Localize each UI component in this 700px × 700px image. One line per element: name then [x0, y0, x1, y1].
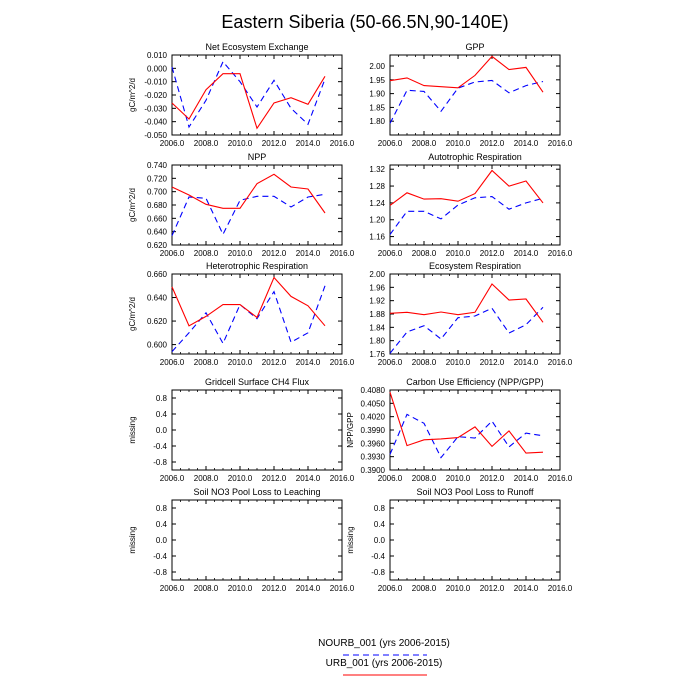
y-tick-label: 1.92 [369, 296, 385, 306]
panel-title: NPP [247, 152, 267, 162]
y-tick-label: -0.010 [144, 77, 167, 87]
y-tick-label: 0.8 [373, 504, 385, 513]
x-tick-label: 2008.0 [193, 358, 219, 367]
x-tick-label: 2008.0 [193, 139, 219, 148]
panel-2 [369, 42, 572, 148]
x-tick-label: 2016.0 [329, 358, 355, 367]
panel-3 [128, 152, 355, 258]
panel-grid [128, 42, 573, 593]
x-tick-label: 2010.0 [445, 474, 471, 483]
panel-5 [128, 261, 355, 367]
x-tick-label: 2012.0 [261, 358, 287, 367]
y-tick-label: 0.660 [146, 214, 167, 224]
series-line-nourb [390, 307, 543, 353]
x-tick-label: 2014.0 [295, 139, 321, 148]
y-axis-label: missing [128, 526, 137, 554]
y-tick-label: 0.0 [155, 426, 167, 435]
y-tick-label: 1.24 [369, 198, 385, 208]
x-tick-label: 2010.0 [227, 474, 253, 483]
x-tick-label: 2008.0 [411, 249, 437, 258]
panel-title: GPP [465, 42, 485, 52]
y-tick-label: 0.4 [373, 520, 385, 529]
series-line-urb [390, 171, 543, 206]
x-tick-label: 2008.0 [193, 584, 219, 593]
plot-frame [390, 55, 560, 135]
y-tick-label: 1.20 [369, 215, 385, 225]
y-tick-label: 2.00 [369, 270, 385, 279]
x-tick-label: 2012.0 [479, 474, 505, 483]
x-tick-label: 2014.0 [295, 358, 321, 367]
x-tick-label: 2010.0 [227, 584, 253, 593]
x-tick-label: 2006.0 [159, 139, 185, 148]
y-tick-label: 0.4 [155, 520, 167, 529]
y-tick-label: 0.010 [146, 51, 167, 60]
series-line-urb [172, 174, 325, 213]
x-tick-label: 2012.0 [479, 584, 505, 593]
x-tick-label: 2010.0 [445, 249, 471, 258]
panel-title: Soil NO3 Pool Loss to Leaching [193, 487, 321, 497]
panel-title: Heterotrophic Respiration [205, 261, 309, 271]
plot-frame [390, 500, 560, 580]
x-tick-label: 2014.0 [295, 249, 321, 258]
y-axis-label: gC/m^2/d [128, 188, 137, 222]
y-tick-label: 1.80 [369, 336, 385, 346]
panel-title: Ecosystem Respiration [428, 261, 522, 271]
y-tick-label: -0.4 [153, 552, 167, 561]
x-tick-label: 2010.0 [445, 358, 471, 367]
plot-frame [390, 390, 560, 470]
x-tick-label: 2016.0 [547, 139, 573, 148]
y-tick-label: -0.020 [144, 91, 167, 100]
x-tick-label: 2014.0 [295, 474, 321, 483]
x-tick-label: 2012.0 [261, 584, 287, 593]
panel-title: Net Ecosystem Exchange [205, 42, 309, 52]
plot-frame [172, 390, 342, 470]
x-tick-label: 2006.0 [159, 358, 185, 367]
x-tick-label: 2014.0 [513, 139, 539, 148]
plot-frame [172, 165, 342, 245]
x-tick-label: 2014.0 [513, 584, 539, 593]
y-tick-label: 0.720 [146, 174, 167, 184]
panel-1 [128, 42, 355, 148]
y-tick-label: 1.28 [369, 182, 385, 192]
panel-6 [369, 261, 572, 367]
y-tick-label: 1.76 [369, 350, 385, 359]
y-tick-label: 0.000 [146, 64, 167, 74]
x-tick-label: 2006.0 [159, 584, 185, 593]
x-tick-label: 2010.0 [227, 358, 253, 367]
x-tick-label: 2012.0 [261, 474, 287, 483]
x-tick-label: 2016.0 [329, 474, 355, 483]
x-tick-label: 2008.0 [193, 249, 219, 258]
x-tick-label: 2014.0 [295, 584, 321, 593]
panel-4 [369, 152, 572, 258]
y-tick-label: 0.4050 [360, 399, 385, 409]
x-tick-label: 2006.0 [377, 474, 403, 483]
y-tick-label: 0.3960 [360, 439, 385, 449]
panel-title: Gridcell Surface CH4 Flux [204, 377, 310, 387]
x-tick-label: 2010.0 [227, 139, 253, 148]
legend-label-nourb: NOURB_001 (yrs 2006-2015) [318, 638, 450, 649]
x-tick-label: 2006.0 [377, 139, 403, 148]
y-tick-label: -0.030 [144, 104, 167, 114]
y-tick-label: 0.700 [146, 187, 167, 197]
series-line-urb [172, 278, 325, 326]
y-tick-label: 0.680 [146, 201, 167, 210]
y-tick-label: 1.32 [369, 165, 385, 175]
y-tick-label: 0.640 [146, 227, 167, 237]
y-axis-label: missing [128, 416, 137, 444]
x-tick-label: 2008.0 [411, 474, 437, 483]
y-tick-label: 0.3900 [360, 466, 385, 475]
x-tick-label: 2006.0 [159, 249, 185, 258]
x-tick-label: 2012.0 [479, 139, 505, 148]
y-tick-label: 0.620 [146, 317, 167, 327]
y-tick-label: 0.8 [155, 504, 167, 513]
series-line-urb [172, 74, 325, 129]
x-tick-label: 2014.0 [513, 474, 539, 483]
x-tick-label: 2012.0 [479, 249, 505, 258]
panel-7 [128, 377, 355, 483]
y-tick-label: 0.4 [155, 410, 167, 419]
x-tick-label: 2014.0 [513, 249, 539, 258]
y-tick-label: -0.040 [144, 117, 167, 127]
y-tick-label: 1.84 [369, 323, 385, 333]
x-tick-label: 2016.0 [329, 249, 355, 258]
plot-frame [390, 165, 560, 245]
x-tick-label: 2016.0 [547, 474, 573, 483]
x-tick-label: 2008.0 [411, 139, 437, 148]
y-tick-label: 1.16 [369, 232, 385, 242]
y-tick-label: 0.0 [373, 536, 385, 545]
y-tick-label: 0.600 [146, 340, 167, 350]
series-line-nourb [390, 414, 543, 457]
y-tick-label: 0.3930 [360, 452, 385, 462]
y-tick-label: 0.4020 [360, 412, 385, 422]
x-tick-label: 2010.0 [227, 249, 253, 258]
y-tick-label: 0.620 [146, 241, 167, 250]
x-tick-label: 2006.0 [377, 249, 403, 258]
x-tick-label: 2016.0 [329, 139, 355, 148]
x-tick-label: 2016.0 [329, 584, 355, 593]
x-tick-label: 2016.0 [547, 358, 573, 367]
y-tick-label: 1.80 [369, 117, 385, 127]
x-tick-label: 2006.0 [159, 474, 185, 483]
y-axis-label: NPP/GPP [346, 412, 355, 448]
y-axis-label: missing [346, 526, 355, 554]
series-line-nourb [390, 197, 543, 235]
y-tick-label: 1.85 [369, 103, 385, 113]
panel-10 [346, 487, 573, 593]
y-tick-label: 1.96 [369, 283, 385, 293]
y-tick-label: -0.8 [371, 568, 385, 577]
legend [318, 638, 450, 675]
series-line-nourb [172, 194, 325, 235]
x-tick-label: 2014.0 [513, 358, 539, 367]
panel-8 [346, 377, 573, 483]
x-tick-label: 2008.0 [411, 358, 437, 367]
y-tick-label: 2.00 [369, 62, 385, 72]
y-tick-label: 0.660 [146, 270, 167, 279]
series-line-urb [390, 392, 543, 453]
y-tick-label: 1.90 [369, 89, 385, 99]
y-tick-label: -0.8 [153, 568, 167, 577]
plot-frame [172, 55, 342, 135]
y-tick-label: 0.3990 [360, 426, 385, 435]
x-tick-label: 2016.0 [547, 584, 573, 593]
x-tick-label: 2008.0 [411, 584, 437, 593]
x-tick-label: 2012.0 [479, 358, 505, 367]
y-axis-label: gC/m^2/d [128, 78, 137, 112]
x-tick-label: 2006.0 [377, 584, 403, 593]
y-tick-label: -0.4 [153, 442, 167, 451]
y-tick-label: 0.8 [155, 394, 167, 403]
y-axis-label: gC/m^2/d [128, 297, 137, 331]
panel-title: Autotrophic Respiration [428, 152, 522, 162]
y-tick-label: -0.050 [144, 131, 167, 140]
plot-frame [172, 274, 342, 354]
legend-label-urb: URB_001 (yrs 2006-2015) [325, 658, 443, 669]
x-tick-label: 2010.0 [445, 584, 471, 593]
x-tick-label: 2016.0 [547, 249, 573, 258]
series-line-urb [390, 56, 543, 92]
figure-title: Eastern Siberia (50-66.5N,90-140E) [221, 12, 509, 32]
series-line-nourb [172, 286, 325, 352]
y-tick-label: 0.4080 [360, 386, 385, 395]
x-tick-label: 2008.0 [193, 474, 219, 483]
x-tick-label: 2012.0 [261, 139, 287, 148]
x-tick-label: 2010.0 [445, 139, 471, 148]
y-tick-label: 0.640 [146, 293, 167, 303]
y-tick-label: 0.740 [146, 161, 167, 170]
y-tick-label: 1.88 [369, 310, 385, 319]
series-line-nourb [390, 80, 543, 123]
series-line-nourb [172, 62, 325, 127]
y-tick-label: -0.4 [371, 552, 385, 561]
x-tick-label: 2006.0 [377, 358, 403, 367]
plot-frame [172, 500, 342, 580]
y-tick-label: -0.8 [153, 458, 167, 467]
panel-title: Soil NO3 Pool Loss to Runoff [416, 487, 534, 497]
panel-9 [128, 487, 355, 593]
y-tick-label: 0.0 [155, 536, 167, 545]
x-tick-label: 2012.0 [261, 249, 287, 258]
panel-title: Carbon Use Efficiency (NPP/GPP) [406, 377, 544, 387]
y-tick-label: 1.95 [369, 75, 385, 85]
